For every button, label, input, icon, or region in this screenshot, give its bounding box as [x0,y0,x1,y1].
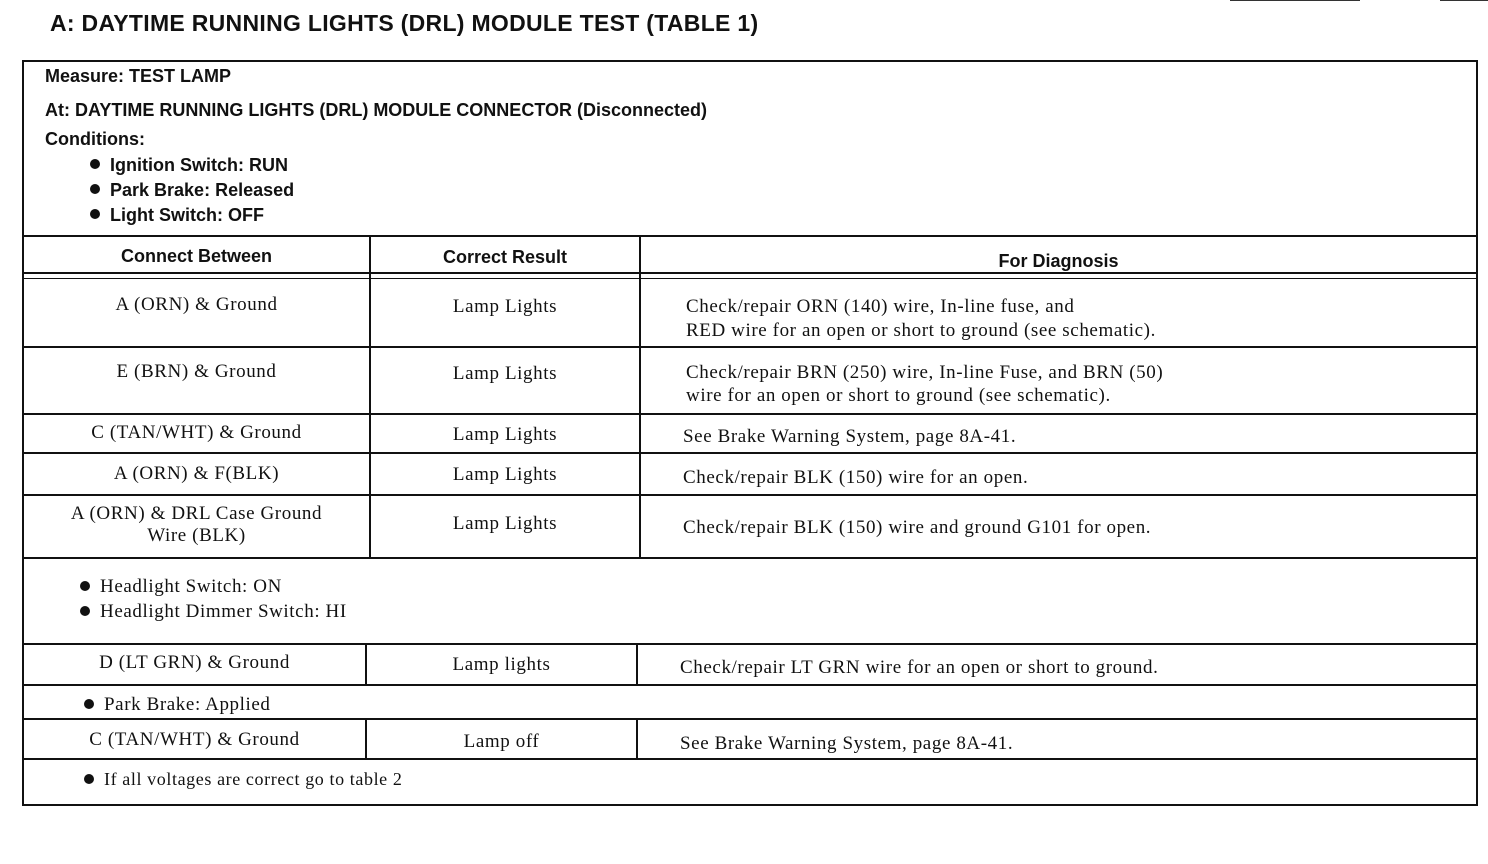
column-header-result: Correct Result [442,247,568,267]
cell-result: Lamp Lights [452,464,558,485]
bullet-icon [84,699,94,709]
cell-diagnosis: Check/repair ORN (140) wire, In-line fuse, and [686,296,1075,317]
cell-result: Lamp Lights [452,363,558,384]
row-divider [24,452,1476,454]
condition-item: Park Brake: Released [90,180,294,201]
cell-connect: A (ORN) & Ground [115,294,278,315]
cell-connect: C (TAN/WHT) & Ground [91,422,302,443]
column-divider [636,718,638,759]
condition-item: Ignition Switch: RUN [90,155,288,176]
bullet-icon [84,774,94,784]
cell-diagnosis: Check/repair BLK (150) wire and ground G101 for open. [683,517,1152,538]
scan-edge-line [1440,0,1488,1]
row-divider [24,272,1476,274]
scan-edge-line [1230,0,1360,1]
row-divider [24,278,1476,279]
column-divider [639,235,641,558]
bullet-icon [90,159,100,169]
bullet-icon [90,209,100,219]
row-divider [24,413,1476,415]
cell-diagnosis: wire for an open or short to ground (see schematic). [686,385,1111,406]
cell-connect: Wire (BLK) [147,525,246,546]
condition-item: Headlight Switch: ON [80,576,282,598]
row-divider [24,235,1476,237]
cell-diagnosis: Check/repair LT GRN wire for an open or short to ground. [680,657,1159,678]
column-divider [636,643,638,685]
cell-connect: D (LT GRN) & Ground [99,652,290,673]
row-divider [24,718,1476,720]
cell-connect: C (TAN/WHT) & Ground [89,729,300,750]
cell-connect: A (ORN) & DRL Case Ground [70,503,323,524]
row-divider [24,346,1476,348]
condition-item: Light Switch: OFF [90,205,264,226]
conditions-label: Conditions: [45,129,145,149]
bullet-icon [80,581,90,591]
condition-item: Headlight Dimmer Switch: HI [80,601,347,623]
cell-diagnosis: RED wire for an open or short to ground (see schematic). [686,320,1156,341]
cell-diagnosis: Check/repair BRN (250) wire, In-line Fuse, and BRN (50) [686,362,1164,383]
page-title: A: DAYTIME RUNNING LIGHTS (DRL) MODULE TEST (TABLE 1) [50,10,759,36]
footer-note: If all voltages are correct go to table 2 [84,769,402,790]
column-divider [369,235,371,558]
bullet-icon [80,606,90,616]
bullet-icon [90,184,100,194]
row-divider [24,758,1476,760]
column-header-connect: Connect Between [120,246,273,266]
row-divider [24,557,1476,559]
row-divider [24,494,1476,496]
cell-result: Lamp Lights [452,296,558,317]
cell-result: Lamp Lights [452,513,558,534]
cell-connect: E (BRN) & Ground [116,361,277,382]
cell-diagnosis: See Brake Warning System, page 8A-41. [683,426,1017,447]
cell-connect: A (ORN) & F(BLK) [113,463,280,484]
measure-line: Measure: TEST LAMP [45,66,232,86]
row-divider [24,684,1476,686]
condition-item: Park Brake: Applied [84,694,271,716]
cell-result: Lamp lights [452,654,551,675]
row-divider [24,643,1476,645]
at-line: At: DAYTIME RUNNING LIGHTS (DRL) MODULE CONNECTOR (Disconnected) [45,100,708,120]
cell-diagnosis: Check/repair BLK (150) wire for an open. [683,467,1029,488]
cell-result: Lamp off [463,731,540,752]
cell-result: Lamp Lights [452,424,558,445]
column-header-diagnosis: For Diagnosis [998,251,1119,271]
cell-diagnosis: See Brake Warning System, page 8A-41. [680,733,1014,754]
